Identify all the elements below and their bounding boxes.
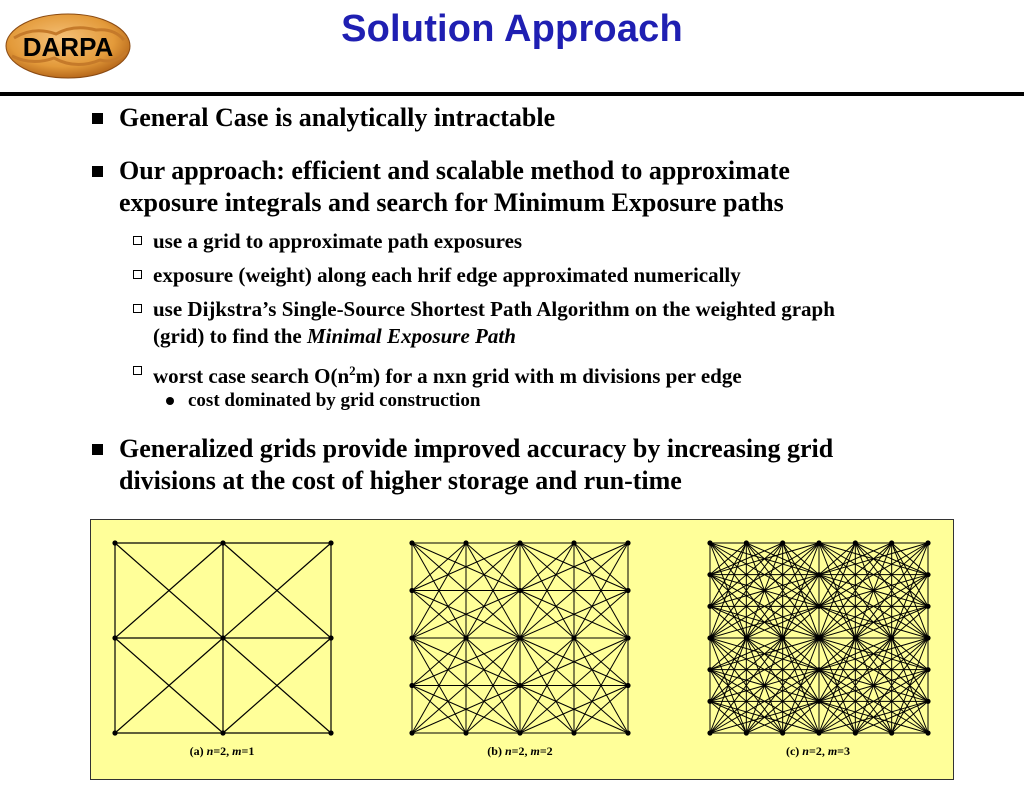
grid-node (744, 635, 749, 640)
grid-node (816, 540, 821, 545)
grid-node (220, 540, 225, 545)
caption-a-n-val: =2, (213, 744, 233, 758)
bullet-approach-line2: exposure integrals and search for Minimum Exposure paths (119, 188, 784, 217)
caption-b-m-val: =2 (539, 744, 553, 758)
grid-node (744, 730, 749, 735)
grid-node (925, 730, 930, 735)
grid-a (112, 540, 333, 735)
page-title: Solution Approach (341, 8, 683, 50)
caption-c-n-val: =2, (808, 744, 828, 758)
grid-node (744, 540, 749, 545)
grid-node (517, 588, 522, 593)
grid-node (625, 540, 630, 545)
grid-node (816, 699, 821, 704)
grid-node (571, 540, 576, 545)
caption-b (410, 744, 630, 759)
grid-node (409, 683, 414, 688)
grid-node (220, 635, 225, 640)
caption-b-m: m (530, 744, 540, 758)
grid-node (463, 730, 468, 735)
caption-c-m-val: =3 (837, 744, 851, 758)
grid-c (707, 540, 930, 735)
grid-node (707, 635, 712, 640)
bullet-generalized-line1: Generalized grids provide improved accuracy by increasing grid (119, 434, 834, 463)
sub-bullet-grid: use a grid to approximate path exposures (153, 229, 523, 253)
grid-node (571, 635, 576, 640)
grid-node (625, 683, 630, 688)
caption-a (112, 744, 332, 759)
caption-a-n: n (206, 744, 214, 758)
grid-node (463, 635, 468, 640)
caption-c (708, 744, 928, 759)
caption-b-n-val: =2, (511, 744, 531, 758)
grid-node (925, 635, 930, 640)
grid-node (707, 540, 712, 545)
grid-b (409, 540, 630, 735)
grid-node (816, 604, 821, 609)
grid-node (409, 730, 414, 735)
worst-case-prefix: worst case search O(n (153, 364, 350, 388)
grid-node (816, 730, 821, 735)
grid-node (328, 730, 333, 735)
grid-node (889, 635, 894, 640)
grid-node (571, 730, 576, 735)
caption-c-n: n (802, 744, 809, 758)
grid-node (328, 540, 333, 545)
grid-node (925, 572, 930, 577)
grid-node (409, 635, 414, 640)
grid-node (328, 635, 333, 640)
grid-node (816, 635, 821, 640)
grid-node (112, 635, 117, 640)
grid-node (409, 588, 414, 593)
grid-node (220, 730, 225, 735)
minimal-exposure-path: Minimal Exposure Path (307, 324, 516, 348)
caption-c-label: (c) (785, 744, 803, 758)
grid-node (925, 699, 930, 704)
grid-node (889, 730, 894, 735)
bullet-general-case: General Case is analytically intractable (119, 103, 556, 132)
sub-sub-bullet-cost: cost dominated by grid construction (188, 390, 481, 411)
grid-node (517, 730, 522, 735)
grid-node (409, 540, 414, 545)
grid-node (925, 667, 930, 672)
grid-node (780, 730, 785, 735)
grid-node (707, 699, 712, 704)
grid-node (925, 604, 930, 609)
grid-node (780, 635, 785, 640)
grid-node (625, 635, 630, 640)
grid-node (517, 683, 522, 688)
dijkstra-prefix: (grid) to find the (153, 324, 307, 348)
caption-a-m-val: =1 (241, 744, 255, 758)
grid-node (707, 730, 712, 735)
grid-node (853, 635, 858, 640)
grid-node (463, 540, 468, 545)
grid-node (112, 730, 117, 735)
worst-case-sup: 2 (349, 363, 356, 378)
logo-text: DARPA (22, 32, 114, 62)
grid-node (816, 667, 821, 672)
grid-node (853, 540, 858, 545)
grid-node (853, 730, 858, 735)
caption-b-label: (b) (487, 744, 505, 758)
grid-node (625, 588, 630, 593)
bullet-approach-line1: Our approach: efficient and scalable method to approximate (119, 156, 790, 185)
grid-node (925, 540, 930, 545)
grid-node (816, 572, 821, 577)
grid-node (889, 540, 894, 545)
caption-c-m: m (827, 744, 838, 758)
grid-node (707, 604, 712, 609)
sub-bullet-weight: exposure (weight) along each hrif edge approximated numerically (153, 263, 741, 287)
caption-a-m: m (232, 744, 242, 758)
worst-case-suffix: m) for a nxn grid with m divisions per edge (355, 364, 742, 388)
grid-node (707, 572, 712, 577)
grid-node (707, 667, 712, 672)
sub-bullet-dijkstra-line1: use Dijkstra’s Single-Source Shortest Path Algorithm on the weighted graph (153, 297, 835, 321)
grid-node (517, 635, 522, 640)
caption-b-n: n (504, 744, 512, 758)
bullet-generalized-line2: divisions at the cost of higher storage and run-time (119, 466, 682, 495)
grid-node (625, 730, 630, 735)
grid-node (112, 540, 117, 545)
grid-node (780, 540, 785, 545)
grid-node (517, 540, 522, 545)
caption-a-label: (a) (189, 744, 207, 758)
